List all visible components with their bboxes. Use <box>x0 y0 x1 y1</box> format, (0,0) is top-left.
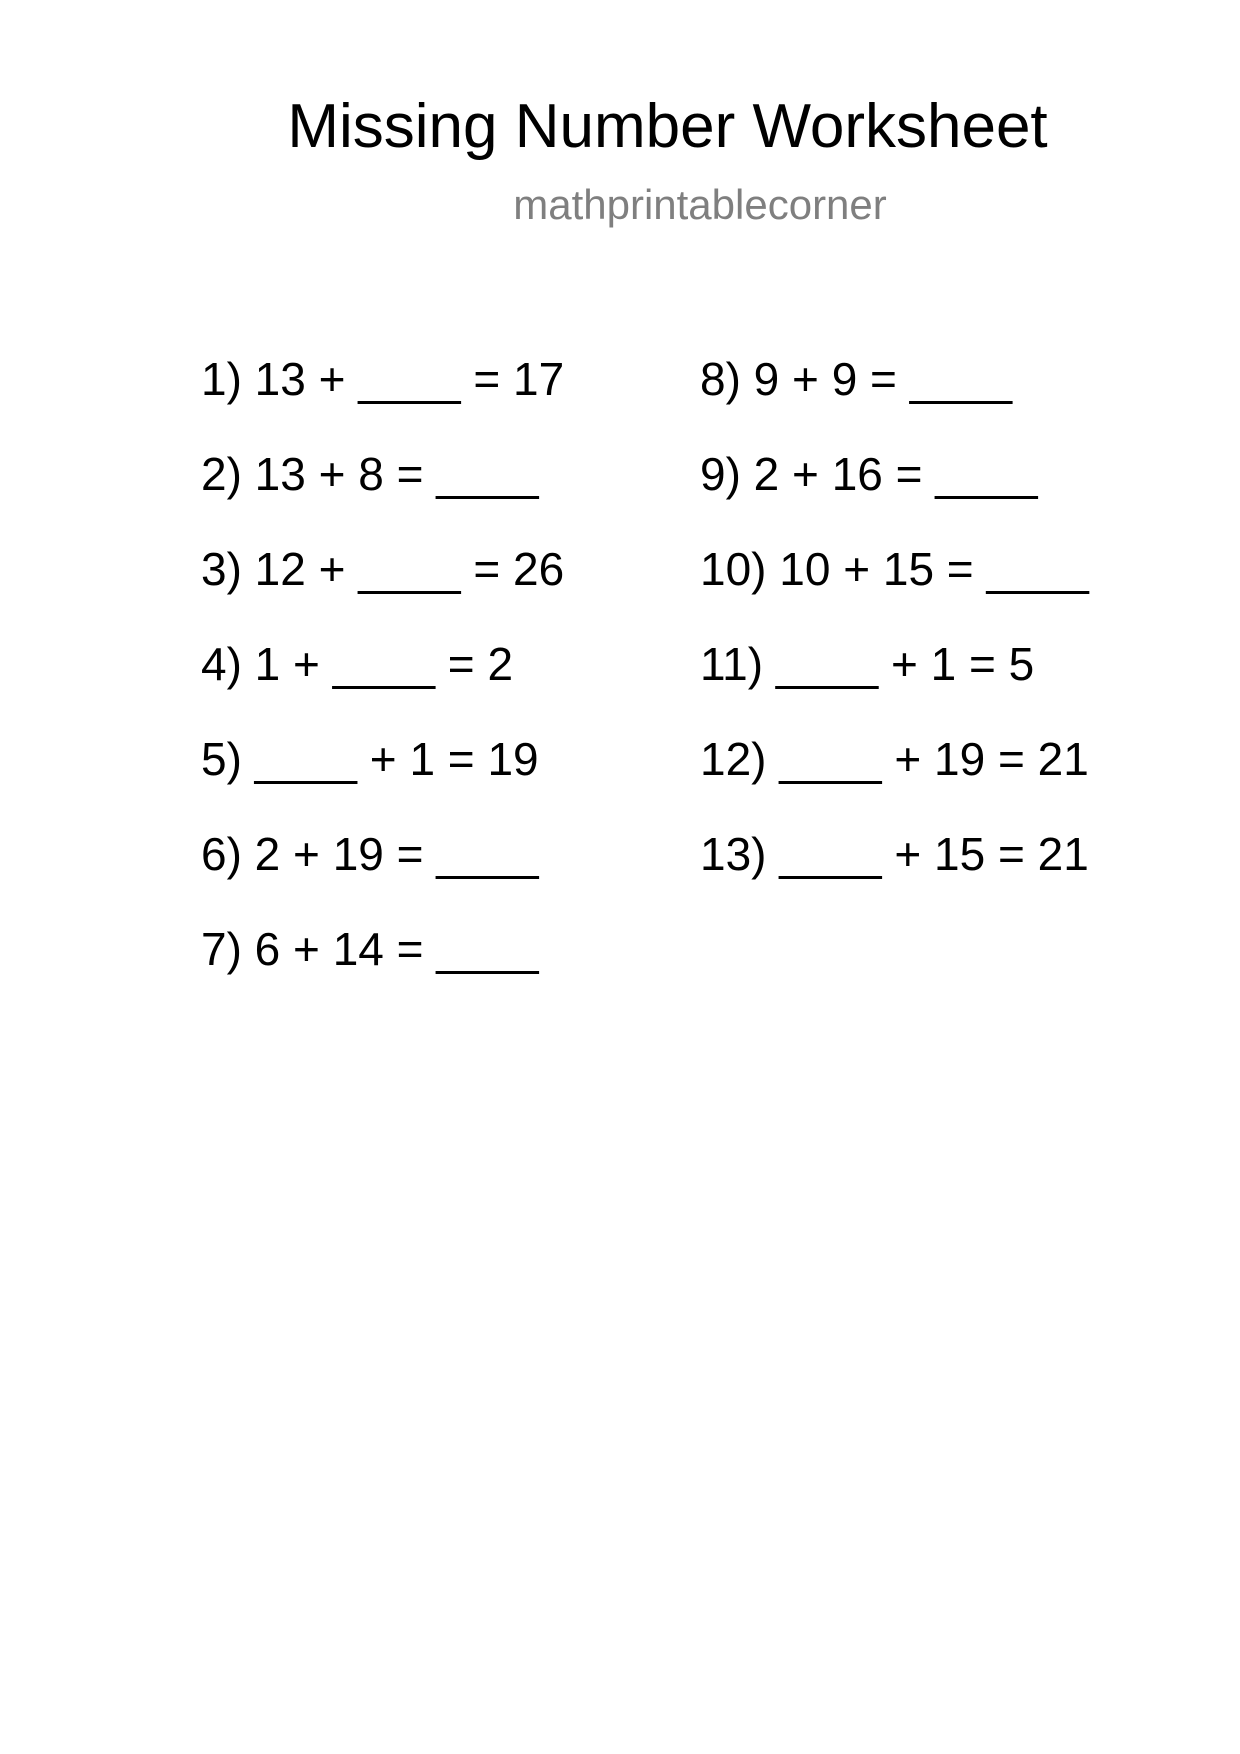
worksheet-subtitle: mathprintablecorner <box>513 181 887 228</box>
problem-6: 6) 2 + 19 = ____ <box>201 828 539 880</box>
problem-7: 7) 6 + 14 = ____ <box>201 923 539 975</box>
problem-13: 13) ____ + 15 = 21 <box>700 828 1089 880</box>
problem-5: 5) ____ + 1 = 19 <box>201 733 539 785</box>
problem-12: 12) ____ + 19 = 21 <box>700 733 1089 785</box>
problem-2: 2) 13 + 8 = ____ <box>201 448 539 500</box>
worksheet-title: Missing Number Worksheet <box>287 92 1048 161</box>
problem-8: 8) 9 + 9 = ____ <box>700 353 1013 405</box>
problem-9: 9) 2 + 16 = ____ <box>700 448 1038 500</box>
problem-11: 11) ____ + 1 = 5 <box>700 638 1035 690</box>
problem-10: 10) 10 + 15 = ____ <box>700 543 1089 595</box>
problem-3: 3) 12 + ____ = 26 <box>201 543 565 595</box>
problem-4: 4) 1 + ____ = 2 <box>201 638 514 690</box>
problem-1: 1) 13 + ____ = 17 <box>201 353 565 405</box>
